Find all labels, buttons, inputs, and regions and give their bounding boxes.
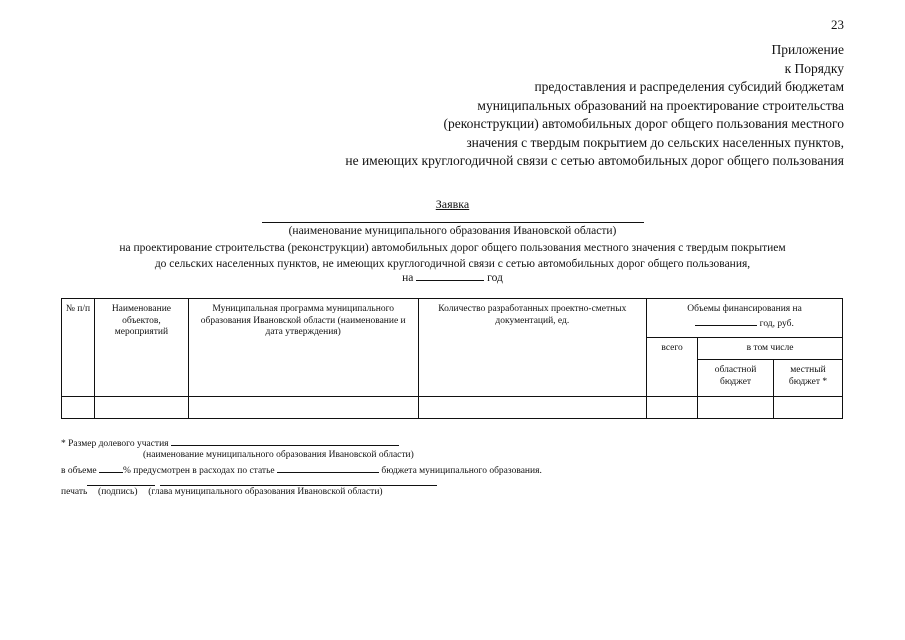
share-blank [171,436,399,446]
amount-prefix: в объеме [61,466,97,476]
cell-empty[interactable] [774,397,843,419]
share-line [61,436,399,449]
request-title-wrap [0,197,905,212]
purpose-line-2: до сельских населенных пунктов, не имеющих круглогодичной связи с сетью автомобильных дорог общего пользования, [154,257,751,270]
funding-line-2 [650,316,839,331]
header-local: местный бюджет * [774,360,843,397]
header-docs: Количество разработанных проектно-сметных документаций, ед. [418,299,647,397]
appendix-line: не имеющих круглогодичной связи с сетью автомобильных дорог общего пользования [345,153,844,168]
cell-empty[interactable] [94,397,188,419]
header-total: всего [647,338,698,397]
amount-suffix: бюджета муниципального образования. [381,466,542,476]
page-number: 23 [831,17,844,32]
amount-line [61,463,542,476]
appendix-header [345,41,844,171]
header-num: № п/п [62,299,95,397]
cell-empty[interactable] [698,397,774,419]
share-caption: (наименование муниципального образования Ивановской области) [143,450,414,460]
amount-middle: % предусмотрен в расходах по статье [122,466,275,476]
signature-blank-line [87,485,155,486]
share-label: * Размер долевого участия [61,439,169,449]
appendix-line: Приложение [771,42,844,57]
header-regional: областной бюджет [698,360,774,397]
amount-blank [99,463,123,473]
funding-year-suffix: год, руб. [759,318,794,329]
cell-empty[interactable] [418,397,647,419]
cell-empty[interactable] [188,397,418,419]
year-blank [416,279,484,281]
header-including: в том числе [698,338,843,360]
request-title: Заявка [435,197,470,211]
request-year-line [0,272,905,284]
header-name: Наименование объектов, мероприятий [94,299,188,397]
request-purpose [0,241,905,272]
head-label: (глава муниципального образования Ивановской области) [148,487,383,497]
purpose-line-1: на проектирование строительства (реконструкции) автомобильных дорог общего пользования местного значения с твердым покрытием [119,242,786,254]
appendix-line: значения с твердым покрытием до сельских населенных пунктов, [466,134,844,150]
funding-year-blank [695,316,757,326]
appendix-line: предоставления и распределения субсидий бюджетам [534,79,844,94]
cell-empty[interactable] [62,397,95,419]
appendix-line: (реконструкции) автомобильных дорог общего пользования местного [443,116,844,131]
seal-label: печать [61,487,88,497]
appendix-line: муниципальных образований на проектирование строительства [477,97,844,113]
header-funding [647,299,843,338]
appendix-line: к Порядку [784,60,844,76]
table-row [62,397,843,419]
municipality-blank-line [262,222,644,223]
year-suffix: год [487,272,503,284]
cell-empty[interactable] [647,397,698,419]
funding-line-1: Объемы финансирования на [687,304,802,314]
head-blank-line [160,485,437,486]
header-program: Муниципальная программа муниципального образования Ивановской области (наименование и дата утверждения) [188,299,418,397]
article-blank [277,463,379,473]
signature-label: (подпись) [98,487,138,497]
signature-line [61,487,383,497]
year-prefix: на [402,272,414,284]
request-table [61,298,843,419]
municipality-caption: (наименование муниципального образования Ивановской области) [288,225,617,237]
